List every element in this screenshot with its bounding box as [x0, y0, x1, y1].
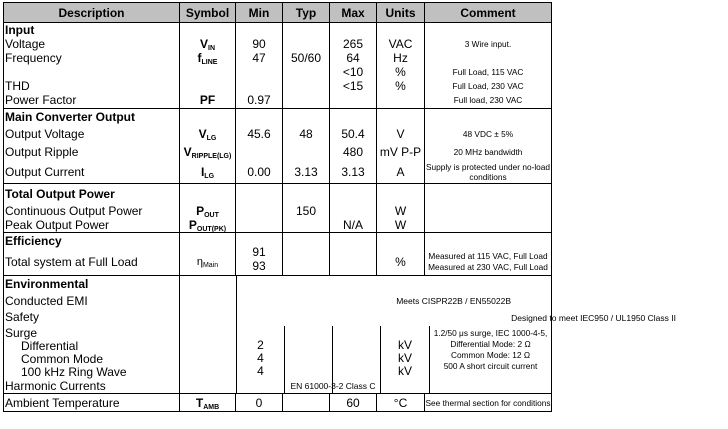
- min-value: 45.6: [247, 127, 271, 141]
- safety-text: Designed to meet IEC950 / UL1950 Class II: [511, 313, 676, 323]
- surge-min-value: 4: [257, 364, 264, 378]
- comment-text: Differential Mode: 2 Ω: [450, 339, 531, 349]
- row-label: Peak Output Power: [5, 218, 110, 232]
- units-value: mV P-P: [379, 145, 422, 159]
- max-value: 64: [346, 51, 360, 65]
- power-desc-cell: [4, 184, 180, 233]
- typ-value: 48: [299, 127, 313, 141]
- section-title: Environmental: [5, 277, 89, 291]
- input-typ-cell: [283, 23, 330, 109]
- symbol: $I_{LG}$: [200, 165, 215, 180]
- ambient-symbol-cell: [180, 394, 236, 412]
- units-value: W: [394, 218, 407, 232]
- input-min-cell: [236, 23, 283, 109]
- min-value: 47: [252, 51, 266, 65]
- row-ambient-temperature: [4, 394, 552, 412]
- row-label: Common Mode: [21, 352, 104, 366]
- max-value: 480: [342, 145, 364, 159]
- input-desc-cell: [4, 23, 180, 109]
- spec-table: [3, 2, 676, 412]
- min-value: 91: [252, 244, 266, 259]
- surge-comment: [430, 328, 551, 372]
- row-label: Output Current: [5, 165, 85, 179]
- typ-value: 50/60: [290, 51, 322, 65]
- ambient-typ-cell: [283, 394, 330, 412]
- row-label: Differential: [21, 339, 79, 353]
- comment-text: 3 Wire input.: [464, 39, 512, 49]
- section-environmental: [4, 276, 552, 394]
- main-symbol-cell: [180, 109, 236, 184]
- section-title: Main Converter Output: [5, 110, 136, 124]
- header-max: Max: [330, 3, 377, 23]
- section-main-converter-output: [4, 109, 552, 184]
- comment-text: Measured at 230 VAC, Full Load: [428, 262, 548, 272]
- power-symbol-cell: [180, 184, 236, 233]
- typ-value: 3.13: [294, 165, 318, 179]
- section-title: Total Output Power: [5, 187, 115, 201]
- main-desc-cell: [4, 109, 180, 184]
- min-value: 93: [252, 258, 266, 273]
- max-value: 265: [342, 37, 364, 51]
- main-units-cell: [377, 109, 425, 184]
- surge-min-value: 2: [257, 338, 264, 352]
- header-row: [4, 3, 552, 23]
- header-comment: Comment: [425, 3, 552, 23]
- header-min: Min: [236, 3, 283, 23]
- input-symbol-cell: [180, 23, 236, 109]
- comment-text: 500 A short circuit current: [443, 361, 538, 371]
- header-symbol: Symbol: [180, 3, 236, 23]
- surge-min-value: 4: [257, 351, 264, 365]
- units-value: W: [394, 204, 407, 218]
- comment-text: 48 VDC ± 5%: [462, 129, 514, 139]
- comment-text: Full Load, 115 VAC: [452, 67, 524, 77]
- row-label: THD: [5, 79, 30, 93]
- input-max-cell: [330, 23, 377, 109]
- power-units-cell: [377, 184, 425, 233]
- symbol: $V_{RIPPLE(LG)}$: [183, 145, 232, 160]
- eff-comment-cell: [425, 233, 552, 276]
- header-units: Units: [377, 3, 425, 23]
- max-value: 3.13: [341, 165, 365, 179]
- ambient-units-cell: °C: [377, 394, 425, 412]
- row-label: 100 kHz Ring Wave: [21, 365, 127, 379]
- section-input: [4, 23, 552, 109]
- header-typ: Typ: [283, 3, 330, 23]
- section-title: Efficiency: [5, 234, 62, 248]
- max-value: 50.4: [341, 127, 365, 141]
- comment-text: 20 MHz bandwidth: [453, 147, 523, 157]
- comment-text: Full load, 230 VAC: [453, 95, 523, 105]
- max-value: <15: [342, 79, 364, 93]
- symbol: $P_{OUT(PK)}$: [188, 218, 227, 233]
- row-label: Frequency: [5, 51, 62, 65]
- max-value: <10: [342, 65, 364, 79]
- row-label: Ambient Temperature: [5, 395, 120, 410]
- section-efficiency: [4, 233, 552, 276]
- input-units-cell: [377, 23, 425, 109]
- main-comment-cell: [425, 109, 552, 184]
- eff-desc-cell: [4, 233, 180, 276]
- row-label: Harmonic Currents: [5, 379, 106, 393]
- units-value: %: [395, 65, 406, 79]
- eff-units-cell: [377, 233, 425, 276]
- units-value: A: [396, 165, 405, 179]
- units-value: Hz: [393, 51, 408, 65]
- input-comment-cell: [425, 23, 552, 109]
- specification-table: [3, 2, 676, 426]
- row-label: Surge: [5, 326, 38, 340]
- row-label: Output Ripple: [5, 145, 79, 159]
- units-value: %: [395, 255, 406, 269]
- row-label: Conducted EMI: [5, 294, 88, 308]
- symbol: PF: [199, 93, 216, 107]
- comment-text: Common Mode: 12 Ω: [450, 350, 531, 360]
- main-min-cell: [236, 109, 283, 184]
- row-label: Total system at Full Load: [5, 255, 138, 269]
- ambient-min-cell: 0: [236, 394, 283, 412]
- surge-units-value: kV: [397, 364, 412, 378]
- power-comment-cell: [425, 184, 552, 233]
- header-description: Description: [4, 3, 180, 23]
- main-max-cell: [330, 109, 377, 184]
- comment-text: Full Load, 230 VAC: [452, 81, 524, 91]
- main-typ-cell: [283, 109, 330, 184]
- ambient-max-cell: 60: [330, 394, 377, 412]
- power-typ-cell: [283, 184, 330, 233]
- eff-typ-cell: [283, 233, 330, 276]
- units-value: V: [396, 127, 405, 141]
- min-value: 0.00: [247, 165, 271, 179]
- row-label: Continuous Output Power: [5, 204, 143, 218]
- symbol: T: [195, 395, 204, 410]
- row-label: Voltage: [5, 37, 46, 51]
- symbol: $V_{LG}$: [198, 127, 217, 142]
- row-label: Power Factor: [5, 93, 77, 107]
- comment-text: Measured at 115 VAC, Full Load: [428, 251, 548, 261]
- harmonic-text: EN 61000-3-2 Class C: [290, 381, 376, 391]
- units-value: VAC: [388, 37, 413, 51]
- symbol: $V_{IN}$: [199, 37, 215, 52]
- row-label: Output Voltage: [5, 127, 85, 141]
- min-value: 90: [252, 37, 266, 51]
- symbol: $f_{LINE}$: [197, 51, 218, 66]
- conducted-emi-text: Meets CISPR22B / EN55022B: [396, 296, 511, 306]
- row-label: [4, 65, 179, 79]
- ambient-desc-cell: [4, 394, 180, 412]
- row-label: Safety: [5, 310, 40, 324]
- comment-text: 1.2/50 μs surge, IEC 1000-4-5,: [433, 328, 548, 338]
- section-total-output-power: [4, 184, 552, 233]
- eff-max-cell: [330, 233, 377, 276]
- env-data-cell: [180, 276, 676, 394]
- eff-symbol-cell: [180, 233, 236, 276]
- eff-min-cell: [236, 233, 283, 276]
- ambient-comment-cell: See thermal section for conditions: [425, 394, 552, 412]
- section-title: Input: [5, 23, 35, 37]
- surge-units-value: kV: [397, 351, 412, 365]
- power-min-cell: [236, 184, 283, 233]
- comment-text: Supply is protected under no-load conditions: [425, 162, 551, 182]
- power-max-cell: [330, 184, 377, 233]
- symbol: $\eta_{Main}$: [196, 256, 219, 269]
- symbol-subscript: AMB: [203, 403, 220, 411]
- min-value: 0.97: [247, 93, 271, 107]
- surge-units-value: kV: [397, 338, 412, 352]
- max-value: N/A: [342, 218, 363, 232]
- env-desc-cell: [4, 276, 180, 394]
- symbol: $P_{OUT}$: [196, 204, 219, 219]
- typ-value: 150: [295, 204, 317, 218]
- units-value: %: [395, 79, 406, 93]
